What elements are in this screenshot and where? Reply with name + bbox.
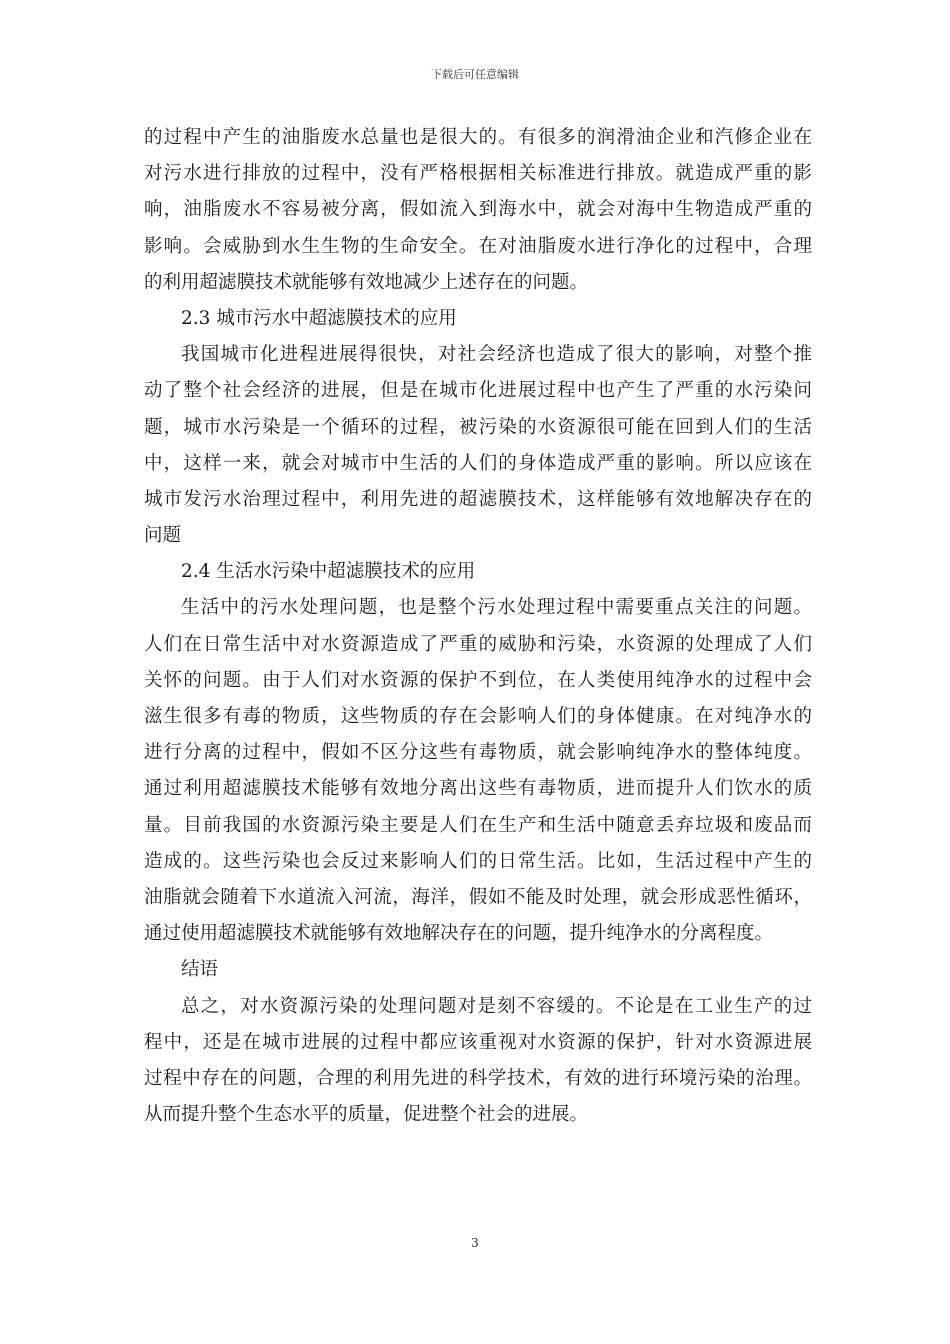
document-body bbox=[144, 120, 812, 1133]
paragraph-line: 过程中存在的问题，合理的利用先进的科学技术，有效的进行环境污染的治理。 bbox=[144, 1067, 812, 1089]
paragraph-line: 我国城市化进程进展得很快，对社会经济也造成了很大的影响，对整个推 bbox=[181, 344, 812, 366]
paragraph-line: 从而提升整个生态水平的质量，促进整个社会的进展。 bbox=[144, 1104, 589, 1126]
paragraph-line: 进行分离的过程中，假如不区分这些有毒物质，就会影响纯净水的整体纯度。 bbox=[144, 742, 812, 764]
paragraph-line: 通过使用超滤膜技术就能够有效地解决存在的问题，提升纯净水的分离程度。 bbox=[144, 923, 774, 945]
paragraph-line: 人们在日常生活中对水资源造成了严重的威胁和污染，水资源的处理成了人们 bbox=[144, 633, 812, 655]
paragraph-line: 关怀的问题。由于人们对水资源的保护不到位，在人类使用纯净水的过程中会 bbox=[144, 669, 812, 691]
paragraph-line: 生活中的污水处理问题，也是整个污水处理过程中需要重点关注的问题。 bbox=[181, 597, 812, 619]
page-header: 下载后可任意编辑 bbox=[431, 68, 519, 81]
paragraph-line: 造成的。这些污染也会反过来影响人们的日常生活。比如，生活过程中产生的 bbox=[144, 850, 812, 872]
section-heading: 2.3 城市污水中超滤膜技术的应用 bbox=[181, 307, 457, 329]
paragraph-line: 油脂就会随着下水道流入河流，海洋，假如不能及时处理，就会形成恶性循环， bbox=[144, 886, 812, 908]
paragraph-line: 的利用超滤膜技术就能够有效地减少上述存在的问题。 bbox=[144, 271, 589, 293]
paragraph-line: 总之，对水资源污染的处理问题对是刻不容缓的。不论是在工业生产的过 bbox=[181, 995, 812, 1017]
paragraph-line: 题，城市水污染是一个循环的过程，被污染的水资源很可能在回到人们的生活 bbox=[144, 416, 812, 438]
paragraph-line: 中，这样一来，就会对城市中生活的人们的身体造成严重的影响。所以应该在 bbox=[144, 452, 812, 474]
paragraph-line: 滋生很多有毒的物质，这些物质的存在会影响人们的身体健康。在对纯净水的 bbox=[144, 706, 812, 727]
section-heading: 2.4 生活水污染中超滤膜技术的应用 bbox=[181, 561, 476, 583]
paragraph-line: 的过程中产生的油脂废水总量也是很大的。有很多的润滑油企业和汽修企业在 bbox=[144, 127, 812, 148]
section-heading: 结语 bbox=[181, 959, 219, 981]
paragraph-line: 影响。会威胁到水生生物的生命安全。在对油脂废水进行净化的过程中，合理 bbox=[144, 235, 812, 257]
paragraph-line: 程中，还是在城市进展的过程中都应该重视对水资源的保护，针对水资源进展 bbox=[144, 1031, 812, 1053]
paragraph-line: 问题 bbox=[144, 525, 182, 547]
paragraph-line: 对污水进行排放的过程中，没有严格根据相关标准进行排放。就造成严重的影 bbox=[144, 163, 812, 185]
paragraph-line: 通过利用超滤膜技术能够有效地分离出这些有毒物质，进而提升人们饮水的质 bbox=[144, 778, 812, 800]
paragraph-line: 响，油脂废水不容易被分离，假如流入到海水中，就会对海中生物造成严重的 bbox=[144, 199, 812, 221]
paragraph-line: 动了整个社会经济的进展，但是在城市化进展过程中也产生了严重的水污染问 bbox=[144, 380, 812, 402]
paragraph-line: 城市发污水治理过程中，利用先进的超滤膜技术，这样能够有效地解决存在的 bbox=[144, 488, 812, 510]
paragraph-line: 量。目前我国的水资源污染主要是人们在生产和生活中随意丢弃垃圾和废品而 bbox=[144, 814, 812, 836]
page-number: 3 bbox=[471, 1236, 479, 1250]
